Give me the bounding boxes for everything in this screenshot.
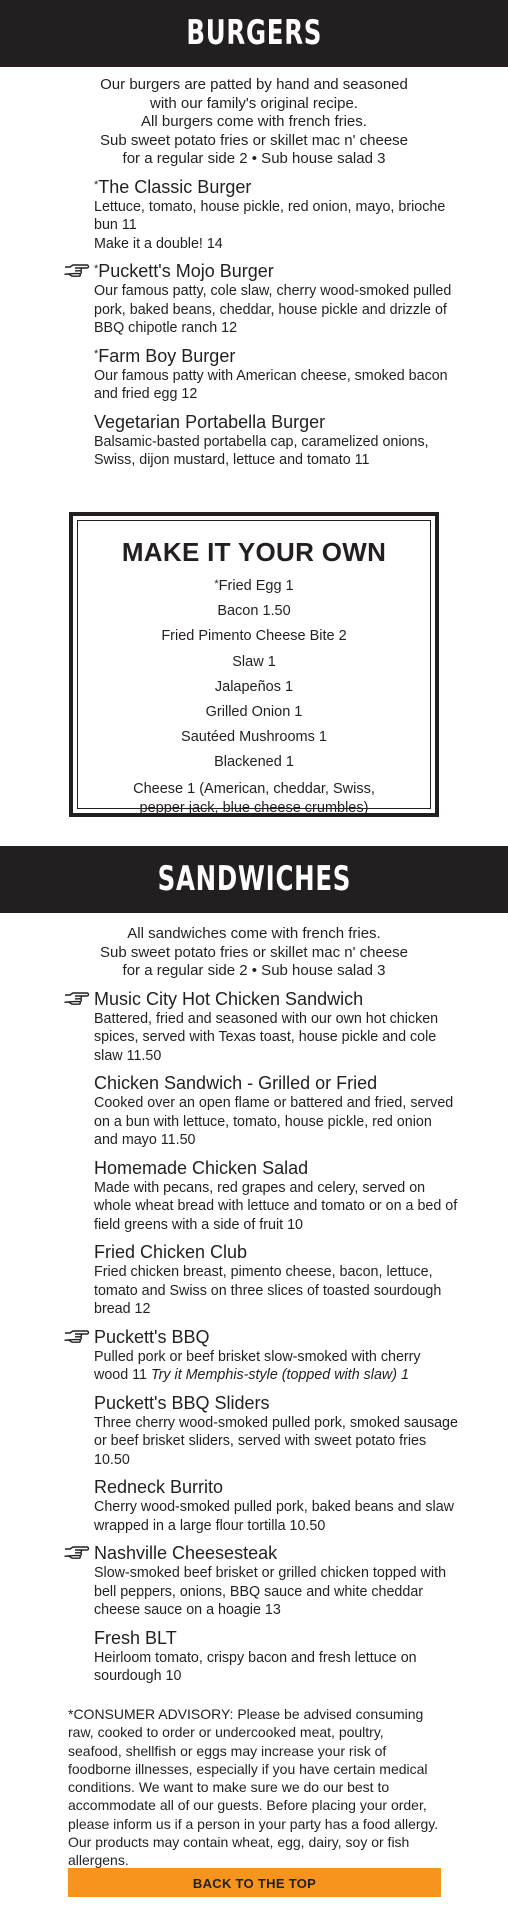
- addon-text: Fried Egg 1: [218, 578, 294, 594]
- sandwiches-intro-line: for a regular side 2 • Sub house salad 3: [122, 962, 386, 979]
- burgers-intro-line: Our burgers are patted by hand and seasoned: [100, 76, 408, 93]
- item-title-text: Puckett's Mojo Burger: [98, 261, 274, 281]
- sandwiches-heading: SANDWICHES: [157, 859, 351, 899]
- menu-item: [94, 346, 458, 404]
- item-title: Homemade Chicken Salad: [94, 1157, 309, 1178]
- asterisk-mark: *: [214, 578, 219, 590]
- item-description: Slow-smoked beef brisket or grilled chicken topped with bell peppers, onions, BBQ sauce and white cheddar cheese sauce on a hoagie 13: [94, 1565, 447, 1618]
- pointing-hand-icon: [64, 1544, 90, 1560]
- menu-item: [94, 412, 458, 470]
- sandwiches-header-band: [0, 846, 508, 913]
- addon-list: [78, 574, 430, 818]
- menu-item: [94, 1628, 458, 1686]
- item-description: [94, 1348, 458, 1385]
- item-description: Balsamic-basted portabella cap, caramelized onions, Swiss, dijon mustard, lettuce and tomato 11: [94, 433, 429, 468]
- item-title: [94, 346, 458, 367]
- item-description-note: Try it Memphis-style (topped with slaw) 1: [150, 1367, 409, 1383]
- item-title: [94, 177, 458, 198]
- menu-item-featured: [94, 261, 458, 338]
- addon-item: pepper jack, blue cheese crumbles): [139, 799, 369, 816]
- menu-item: [94, 1393, 458, 1470]
- item-description-text: Pulled pork or beef brisket slow-smoked with cherry wood 11: [94, 1348, 421, 1383]
- menu-item: [94, 1073, 458, 1150]
- item-title: [94, 261, 458, 282]
- item-title: Fried Chicken Club: [94, 1242, 248, 1262]
- item-title: Fresh BLT: [94, 1627, 177, 1648]
- item-description: Cherry wood-smoked pulled pork, baked beans and slaw wrapped in a large flour tortilla 10.50: [94, 1499, 455, 1534]
- addon-item: Fried Pimento Cheese Bite 2: [161, 628, 347, 645]
- addon-item: Blackened 1: [214, 754, 294, 771]
- asterisk-mark: *: [94, 347, 99, 360]
- burgers-intro-line: All burgers come with french fries.: [141, 113, 367, 130]
- asterisk-mark: *: [94, 263, 99, 275]
- pointing-hand-icon: [64, 1328, 90, 1344]
- burgers-intro: [0, 76, 508, 169]
- addon-item: Sautéed Mushrooms 1: [181, 729, 327, 746]
- item-description: Lettuce, tomato, house pickle, red onion, mayo, brioche bun 11: [94, 198, 446, 233]
- item-title-text: Farm Boy Burger: [98, 345, 236, 366]
- item-description: Fried chicken breast, pimento cheese, bacon, lettuce, tomato and Swiss on three slices of toasted sourdough bread 12: [94, 1264, 442, 1317]
- item-description: Our famous patty with American cheese, smoked bacon and fried egg 12: [94, 367, 448, 402]
- sandwiches-list: [0, 989, 508, 1686]
- item-title: [94, 412, 458, 433]
- item-title-text: The Classic Burger: [98, 176, 252, 197]
- item-title: Chicken Sandwich - Grilled or Fried: [94, 1073, 378, 1093]
- burgers-header-band: [0, 0, 508, 67]
- addon-item: Jalapeños 1: [214, 678, 294, 695]
- item-title: Nashville Cheesesteak: [94, 1543, 278, 1563]
- menu-item: [94, 1477, 458, 1535]
- item-title: Puckett's BBQ Sliders: [94, 1392, 270, 1413]
- item-title-text: Vegetarian Portabella Burger: [94, 411, 326, 432]
- addon-item: Grilled Onion 1: [205, 704, 303, 721]
- item-description: Cooked over an open flame or battered and fried, served on a bun with lettuce, tomato, house pickle, red onion and mayo 11.50: [94, 1095, 454, 1148]
- pointing-hand-icon: [64, 990, 90, 1006]
- menu-item: [94, 1242, 458, 1319]
- box-heading: MAKE IT YOUR OWN: [121, 537, 387, 567]
- sandwiches-intro: [0, 925, 508, 981]
- sandwiches-section: [0, 846, 508, 1686]
- sandwiches-intro-line: All sandwiches come with french fries.: [127, 925, 381, 942]
- box-inner-border: [77, 520, 431, 816]
- addon-item: Cheese 1 (American, cheddar, Swiss,: [133, 780, 375, 797]
- burgers-heading: BURGERS: [186, 13, 322, 53]
- menu-item-featured: [94, 1327, 458, 1385]
- menu-item-featured: [94, 1543, 458, 1620]
- burgers-intro-line: Sub sweet potato fries or skillet mac n' cheese: [99, 131, 408, 149]
- back-to-top-button[interactable]: BACK TO THE TOP: [68, 1868, 441, 1897]
- sandwiches-intro-line: Sub sweet potato fries or skillet mac n' cheese: [99, 943, 408, 961]
- item-description: Three cherry wood-smoked pulled pork, smoked sausage or beef brisket sliders, served with sweet potato fries 10.50: [94, 1414, 458, 1468]
- burgers-intro-line: with our family's original recipe.: [150, 94, 358, 112]
- item-description: Heirloom tomato, crispy bacon and fresh lettuce on sourdough 10: [94, 1649, 417, 1684]
- addon-item: [78, 574, 430, 599]
- menu-item: [94, 177, 458, 254]
- burgers-list: [0, 177, 508, 470]
- consumer-advisory: *CONSUMER ADVISORY: Please be advised consuming raw, cooked to order or undercooked meat, poultry, seafood, shellfish or eggs may increase your risk of foodborne illnesses, especially if you have certain medical conditions. We want to make sure we do our best to accommodate all of our guests. Before placing your order, please inform us if a person in your party has a food allergy. Our products may contain wheat, egg, dairy, soy or fish allergens.: [68, 1706, 439, 1869]
- addon-item: Bacon 1.50: [217, 603, 291, 620]
- addon-item: Slaw 1: [232, 653, 276, 670]
- item-title: Redneck Burrito: [94, 1477, 224, 1497]
- item-description: Made with pecans, red grapes and celery, served on whole wheat bread with lettuce and tomato or on a bed of field greens with a side of fruit 10: [94, 1179, 458, 1233]
- item-title: Puckett's BBQ: [94, 1326, 210, 1347]
- make-it-double: Make it a double! 14: [94, 235, 223, 252]
- make-it-your-own-box: [69, 512, 439, 817]
- item-description: Our famous patty, cole slaw, cherry wood-smoked pulled pork, baked beans, cheddar, house pickle and drizzle of BBQ chipotle ranch 12: [94, 283, 452, 336]
- menu-item-featured: [94, 989, 458, 1066]
- burgers-intro-line: for a regular side 2 • Sub house salad 3: [122, 150, 386, 167]
- item-title: Music City Hot Chicken Sandwich: [94, 988, 364, 1009]
- pointing-hand-icon: [64, 262, 90, 278]
- asterisk-mark: *: [94, 178, 99, 191]
- menu-item: [94, 1158, 458, 1235]
- item-description: Battered, fried and seasoned with our own hot chicken spices, served with Texas toast, house pickle and cole slaw 11.50: [94, 1010, 439, 1064]
